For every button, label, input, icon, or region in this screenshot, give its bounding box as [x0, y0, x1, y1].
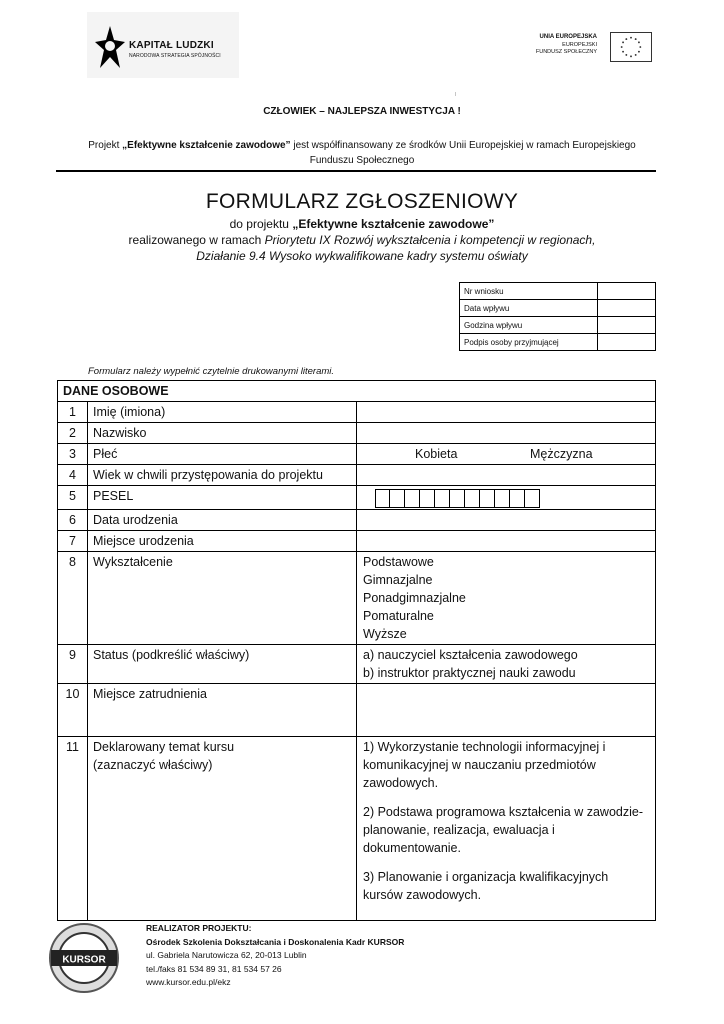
workplace-field[interactable]: [357, 684, 656, 737]
header-divider: [56, 170, 656, 172]
eu-logo-line1: UNIA EUROPEJSKA: [539, 34, 597, 40]
row-number: 9: [58, 645, 88, 684]
education-option[interactable]: Ponadgimnazjalne: [363, 591, 466, 605]
personal-data-form: [57, 380, 656, 921]
office-label-date: Data wpływu: [460, 300, 598, 317]
kapital-ludzki-star-icon: [95, 26, 125, 68]
pesel-digit-box[interactable]: [375, 489, 390, 508]
status-option[interactable]: b) instruktor praktycznej nauki zawodu: [363, 666, 576, 680]
form-row-age: [58, 465, 656, 486]
row-label: PESEL: [88, 486, 357, 510]
education-option[interactable]: Pomaturalne: [363, 609, 434, 623]
pesel-digit-box[interactable]: [525, 489, 540, 508]
project-funding-note: [80, 138, 644, 168]
row-label: Nazwisko: [88, 423, 357, 444]
education-option[interactable]: Wyższe: [363, 627, 407, 641]
form-row-course-topic: [58, 737, 656, 921]
page-subtitle: [60, 216, 664, 264]
row-number: 10: [58, 684, 88, 737]
office-use-box: [459, 282, 656, 351]
eu-logo-line2: EUROPEJSKI: [562, 41, 597, 48]
row-label: Status (podkreślić właściwy): [88, 645, 357, 684]
pesel-digit-box[interactable]: [450, 489, 465, 508]
form-row-status: [58, 645, 656, 684]
row-label: [88, 737, 357, 921]
kapital-ludzki-logo: [87, 12, 239, 78]
status-option[interactable]: a) nauczyciel kształcenia zawodowego: [363, 648, 578, 662]
course-topic-options: [357, 737, 656, 921]
pesel-digit-box[interactable]: [495, 489, 510, 508]
row-number: 7: [58, 531, 88, 552]
row-number: 3: [58, 444, 88, 465]
footer-address: ul. Gabriela Narutowicza 62, 20-013 Lublin: [146, 950, 307, 960]
row-label: Płeć: [88, 444, 357, 465]
project-suffix: jest współfinansowany ze środków Unii Europejskiej w ramach Europejskiego Funduszu Społecznego: [290, 140, 636, 166]
row-label: Miejsce zatrudnienia: [88, 684, 357, 737]
row-number: 5: [58, 486, 88, 510]
project-prefix: Projekt: [88, 140, 123, 151]
office-field-time[interactable]: [598, 317, 656, 334]
course-topic-hint: (zaznaczyć właściwy): [93, 758, 213, 772]
row-label: Wykształcenie: [88, 552, 357, 645]
row-label: Wiek w chwili przystępowania do projektu: [88, 465, 357, 486]
education-option[interactable]: Gimnazjalne: [363, 573, 433, 587]
row-number: 6: [58, 510, 88, 531]
pesel-boxes: [375, 489, 650, 508]
gender-option-male[interactable]: Mężczyzna: [530, 447, 593, 461]
eu-logo-line3: FUNDUSZ SPOŁECZNY: [535, 49, 597, 55]
eu-logo-text: [536, 34, 597, 57]
form-row-last-name: [58, 423, 656, 444]
form-row-birth-place: [58, 531, 656, 552]
eu-logo: [530, 32, 652, 62]
slogan: CZŁOWIEK – NAJLEPSZA INWESTYCJA !: [263, 106, 461, 117]
course-topic-option[interactable]: 3) Planowanie i organizacja kwalifikacyjnych kursów zawodowych.: [363, 870, 609, 902]
form-row-workplace: [58, 684, 656, 737]
office-label-time: Godzina wpływu: [460, 317, 598, 334]
tiny-mark: I: [455, 92, 457, 98]
row-label: Data urodzenia: [88, 510, 357, 531]
footer-org: Ośrodek Szkolenia Dokształcania i Doskonalenia Kadr KURSOR: [146, 936, 405, 947]
education-option[interactable]: Podstawowe: [363, 555, 434, 569]
first-name-field[interactable]: [357, 402, 656, 423]
row-number: 1: [58, 402, 88, 423]
subtitle-project: „Efektywne kształcenie zawodowe”: [292, 217, 495, 231]
logo-left-title: KAPITAŁ LUDZKI: [129, 40, 214, 51]
subtitle-priority: Priorytetu IX Rozwój wykształcenia i kompetencji w regionach,: [264, 233, 596, 247]
office-field-date[interactable]: [598, 300, 656, 317]
row-label: Miejsce urodzenia: [88, 531, 357, 552]
pesel-digit-box[interactable]: [390, 489, 405, 508]
form-row-gender: [58, 444, 656, 465]
pesel-digit-box[interactable]: [420, 489, 435, 508]
age-field[interactable]: [357, 465, 656, 486]
kursor-logo-text: KURSOR: [62, 954, 106, 966]
birth-date-field[interactable]: [357, 510, 656, 531]
form-section-title: DANE OSOBOWE: [58, 381, 656, 402]
course-topic-option[interactable]: 1) Wykorzystanie technologii informacyjnej i komunikacyjnej w nauczaniu przedmiotów zawodowych.: [363, 740, 606, 790]
eu-flag-icon: [610, 32, 652, 62]
form-row-pesel: [58, 486, 656, 510]
subtitle-line2-prefix: realizowanego w ramach: [128, 233, 265, 247]
pesel-digit-box[interactable]: [465, 489, 480, 508]
form-row-education: [58, 552, 656, 645]
row-number: 11: [58, 737, 88, 921]
row-label: Imię (imiona): [88, 402, 357, 423]
status-options: [357, 645, 656, 684]
footer-website[interactable]: www.kursor.edu.pl/ekz: [146, 977, 231, 987]
form-row-birth-date: [58, 510, 656, 531]
pesel-digit-box[interactable]: [435, 489, 450, 508]
pesel-digit-box[interactable]: [480, 489, 495, 508]
last-name-field[interactable]: [357, 423, 656, 444]
subtitle-action: Działanie 9.4 Wysoko wykwalifikowane kadry systemu oświaty: [196, 249, 528, 263]
education-options: [357, 552, 656, 645]
office-field-nr[interactable]: [598, 283, 656, 300]
page-title: FORMULARZ ZGŁOSZENIOWY: [205, 190, 519, 213]
gender-option-female[interactable]: Kobieta: [415, 447, 458, 461]
pesel-digit-box[interactable]: [405, 489, 420, 508]
fill-instruction: Formularz należy wypełnić czytelnie drukowanymi literami.: [88, 366, 335, 377]
pesel-field: [357, 486, 656, 510]
logo-left-subtitle: NARODOWA STRATEGIA SPÓJNOŚCI: [129, 53, 221, 59]
office-label-signature: Podpis osoby przyjmującej: [460, 334, 598, 351]
footer-heading: REALIZATOR PROJEKTU:: [146, 923, 252, 933]
footer-phone: tel./faks 81 534 89 31, 81 534 57 26: [146, 963, 282, 974]
form-row-first-name: [58, 402, 656, 423]
subtitle-prefix: do projektu: [229, 217, 293, 231]
row-number: 2: [58, 423, 88, 444]
course-topic-label: Deklarowany temat kursu: [93, 740, 235, 754]
footer-contact: [146, 922, 404, 990]
gender-field: [357, 444, 656, 465]
row-number: 8: [58, 552, 88, 645]
pesel-digit-box[interactable]: [510, 489, 525, 508]
office-field-signature[interactable]: [598, 334, 656, 351]
office-label-nr: Nr wniosku: [460, 283, 598, 300]
birth-place-field[interactable]: [357, 531, 656, 552]
row-number: 4: [58, 465, 88, 486]
kursor-logo: [48, 922, 120, 994]
course-topic-option[interactable]: 2) Podstawa programowa kształcenia w zawodzie-planowanie, realizacja, ewaluacja i dokumentowanie.: [363, 805, 643, 855]
project-name: „Efektywne kształcenie zawodowe”: [122, 140, 291, 151]
